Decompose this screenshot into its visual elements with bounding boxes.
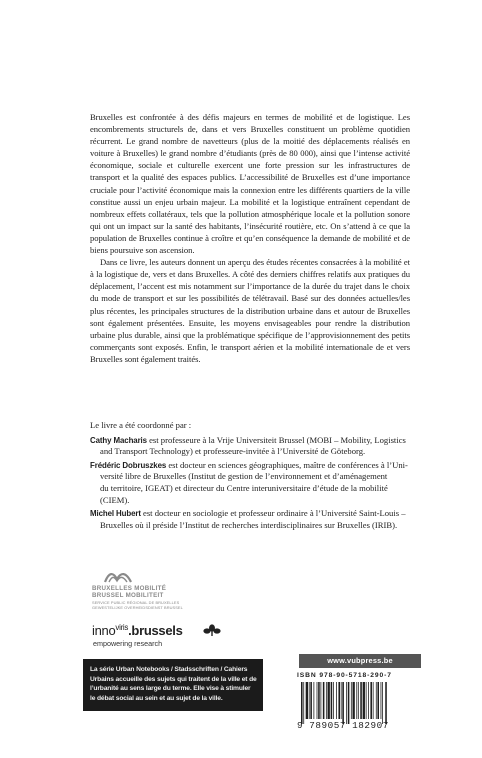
barcode-bar [333, 682, 334, 719]
barcode-bar [328, 682, 330, 719]
series-text: La série Urban Notebooks / Stadsschriften / Cahiers Urbains accueille des sujets qui traitent de la ville et de l’urbanité au sens large du terme. Elle vise à stimuler le débat social au sein et au sujet de la ville. [90, 666, 257, 702]
barcode-bar [382, 682, 383, 724]
coordinator-entry [90, 508, 420, 531]
barcode-bar [358, 682, 359, 719]
barcode-bar [356, 682, 357, 719]
coordinator-entry [90, 460, 420, 506]
barcode-bar [352, 682, 354, 719]
back-cover-body [90, 111, 410, 365]
barcode-bar [303, 682, 304, 724]
coordinator-entry [90, 435, 420, 458]
innoviris-wordmark: inno$^{viris}$.brussels [92, 623, 183, 638]
barcode-bar [363, 682, 365, 719]
logo-line: BRUSSEL MOBILITEIT [92, 592, 164, 599]
innoviris-logo [92, 623, 242, 651]
barcode-bar [370, 682, 372, 719]
barcode-bar [321, 682, 322, 719]
barcode-bar [368, 682, 369, 719]
coordinator-text: est docteur en sociologie et professeur ordinaire à l’Université Saint-Louis – [140, 508, 406, 519]
barcode-bar [377, 682, 379, 719]
barcode-bar [323, 682, 325, 719]
coordinator-text-cont: du territoire, IGEAT) et directeur du Centre interuniversitaire d’étude de la mobilité [100, 482, 388, 493]
coordinators-section [90, 420, 420, 533]
coordinator-text-cont: (CIEM). [100, 494, 130, 505]
coordinators-heading: Le livre a été coordonné par : [90, 420, 192, 430]
paragraph-intro: Bruxelles est confrontée à des défis majeurs en termes de mobilité et de logistique. Les encombrements structurels de, dans et vers Bruxelles constituent un problème quotidien récurrent. Le grand nombre de navetteurs (plus de la moitié des déplacements réalisés en voiture à Bruxelles) le grand nombre d’étudiants (près de 80 000), ainsi que l’intense activité économique, sociale et culturelle exercent une forte pression sur les infrastructures de transport et la qualité des espaces publics. L’accessibilité de Bruxelles est d’une importance cruciale pour l’activité économique mais la connexion entre les différents quartiers de la ville constitue aussi un enjeu urbain majeur. La mobilité et la logistique entraînent cependant de nombreux effets collatéraux, tels que la pollution atmosphérique locale et la pollution sonore qui ont un impact sur la santé des habitants, l’insécurité routière, etc. On s’attend à ce que la population de Bruxelles continue à croître et qu’en conséquence la demande de mobilité et de biens poursuive son ascension. [90, 112, 410, 256]
barcode-bar [306, 682, 308, 719]
barcode-bar [360, 682, 362, 719]
barcode-bar [341, 682, 342, 719]
isbn-label: ISBN 978-90-5718-290-7 [297, 672, 392, 679]
coordinator-name: Cathy Macharis [90, 435, 147, 445]
barcode-bar [348, 682, 350, 724]
barcode-bar [301, 682, 303, 724]
barcode-bar [351, 682, 352, 719]
barcode-bar [373, 682, 374, 719]
barcode-bar [326, 682, 327, 719]
logo-subline: GEWESTELIJKE OVERHEIDSDIENST BRUSSEL [92, 605, 183, 610]
innoviris-tagline: empowering research [93, 639, 163, 648]
barcode-bar [376, 682, 377, 719]
barcode-bar [385, 682, 387, 724]
barcode-bar [309, 682, 310, 719]
logo-subline: SERVICE PUBLIC RÉGIONAL DE BRUXELLES [92, 600, 180, 605]
publisher-url: www.vubpress.be [299, 654, 421, 668]
paragraph-book-summary: Dans ce livre, les auteurs donnent un aperçu des études récentes consacrées à la mobilité et à la logistique de, vers et dans Bruxelles. A côté des derniers chiffres relatifs aux pratiques du déplacement, l’accent est mis notamment sur l’importance de la durée du trajet dans le choix du mode de transport et sur les possibilités de télétravail. Basé sur des données actuelles/les plus récentes, les principales structures de la distribution urbaine dans et autour de Bruxelles sont également présentées. Ensuite, les moyens envisageables pour rendre la distribution urbaine plus durable, ainsi que la problématique spécifique de l’approvisionnement des petits commerçants sont exposés. Enfin, le transport aérien et la mobilité internationale de et vers Bruxelles sont également traités. [90, 257, 410, 364]
barcode-bar [310, 682, 312, 719]
barcode-bar [313, 682, 314, 719]
barcode-digits: 9 789057 182907 [297, 720, 389, 731]
barcode-bar [338, 682, 340, 719]
barcode-bar [346, 682, 347, 724]
barcode-bar [331, 682, 333, 719]
coordinator-text: est professeure à la Vrije Universiteit Brussel (MOBI – Mobility, Logistics [146, 434, 406, 445]
barcode-bar [318, 682, 320, 719]
barcode-bar [366, 682, 367, 719]
brussels-mobility-icon [104, 570, 132, 584]
coordinator-text: est docteur en sciences géographiques, maître de conférences à l’Uni- [166, 459, 408, 470]
barcode-icon [300, 682, 420, 724]
brussels-mobility-logo [92, 570, 242, 616]
barcode-bar [381, 682, 382, 719]
barcode-bar [336, 682, 337, 719]
logo-line: BRUXELLES MOBILITÉ [92, 585, 167, 592]
iris-flower-icon [203, 624, 221, 636]
barcode-bar [342, 682, 344, 724]
coordinator-text-cont: Bruxelles où il préside l’Institut de recherches interdisciplinaires sur Bruxelles (IRIB). [100, 519, 398, 530]
coordinator-text-cont: versité libre de Bruxelles (Institut de gestion de l’environnement et d’aménagement [100, 471, 388, 482]
coordinator-text-cont: and Transport Technology) et professeure-invitée à l’Université de Göteborg. [100, 446, 366, 457]
coordinator-name: Michel Hubert [90, 509, 141, 519]
coordinator-name: Frédéric Dobruszkes [90, 460, 167, 470]
barcode-bar [317, 682, 318, 719]
series-description-box [83, 659, 263, 711]
